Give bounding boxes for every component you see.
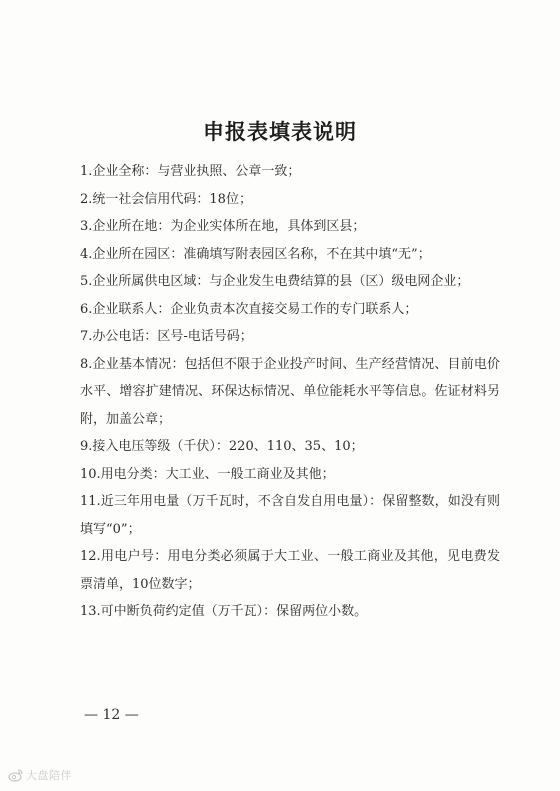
instruction-item: 9.接入电压等级（千伏）：220、110、35、10； xyxy=(80,439,364,454)
instruction-item: 12.用电户号：用电分类必须属于大工业、一般工商业及其他，见电费发票清单，10位数字； xyxy=(80,549,500,592)
instruction-item: 7.办公电话：区号-电话号码； xyxy=(80,329,253,344)
instruction-item: 11.近三年用电量（万千瓦时，不含自发自用电量）：保留整数，如没有则填写“0”； xyxy=(80,494,500,537)
watermark xyxy=(8,766,72,784)
instruction-list xyxy=(80,158,500,626)
instruction-item: 5.企业所属供电区域：与企业发生电费结算的县（区）级电网企业； xyxy=(80,274,470,289)
instruction-item: 13.可中断负荷约定值（万千瓦）：保留两位小数。 xyxy=(80,604,368,619)
instruction-item: 6.企业联系人：企业负责本次直接交易工作的专门联系人； xyxy=(80,301,418,317)
weibo-icon xyxy=(8,768,24,782)
watermark-text: 大盘陪伴 xyxy=(26,769,72,782)
instruction-item: 3.企业所在地：为企业实体所在地，具体到区县； xyxy=(80,219,366,234)
document-title: 申报表填表说明 xyxy=(203,119,357,144)
instruction-item: 4.企业所在园区：准确填写附表园区名称，不在其中填“无”； xyxy=(80,246,431,262)
instruction-item: 10.用电分类：大工业、一般工商业及其他； xyxy=(80,466,335,482)
instruction-item: 8.企业基本情况：包括但不限于企业投产时间、生产经营情况、目前电价水平、增容扩建情况、环保达标情况、单位能耗水平等信息。佐证材料另附，加盖公章； xyxy=(80,356,500,427)
instruction-item: 1.企业全称：与营业执照、公章一致； xyxy=(80,164,301,179)
page-number: — 12 — xyxy=(84,707,139,723)
instruction-item: 2.统一社会信用代码：18位； xyxy=(80,191,252,207)
